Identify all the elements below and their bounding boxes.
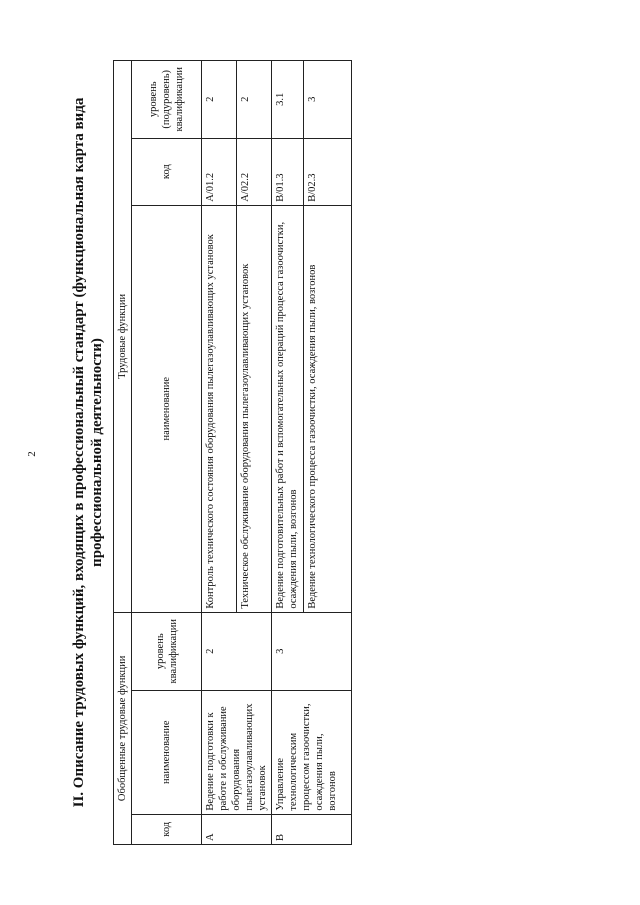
tf-code-column-header: код: [132, 138, 202, 205]
rotated-page-content: [70, 60, 560, 845]
tf-level-cell: 2: [237, 61, 272, 139]
gtf-level-cell: 2: [202, 612, 272, 690]
section-title-line-2: профессиональной деятельности): [89, 338, 105, 567]
tf-level-cell: 2: [202, 61, 237, 139]
section-title-line-1: II. Описание трудовых функций, входящих в профессиональный стандарт (функциональная карта вида: [71, 97, 87, 808]
tf-level-cell: 3.1: [272, 61, 304, 139]
tf-code-cell: В/02.3: [304, 138, 352, 205]
name-column-header: наименование: [132, 690, 202, 814]
gtf-code-cell: В: [272, 814, 352, 844]
page-number: 2: [26, 451, 38, 457]
tf-name-cell: Контроль технического состояния оборудования пылегазоулавливающих установок: [202, 205, 237, 612]
generalized-functions-header: Обобщенные трудовые функции: [114, 612, 132, 844]
gtf-name-cell: Ведение подготовки к работе и обслуживание оборудования пылегазоулавливающих установок: [202, 690, 272, 814]
tf-name-cell: Ведение подготовительных работ и вспомогательных операций процесса газоочистки, осаждения пыли, возгонов: [272, 205, 304, 612]
gtf-name-cell: Управление технологическим процессом газоочистки, осаждения пыли, возгонов: [272, 690, 352, 814]
tf-code-cell: В/01.3: [272, 138, 304, 205]
labor-functions-header: Трудовые функции: [114, 61, 132, 613]
gtf-code-cell: А: [202, 814, 272, 844]
table-row: [272, 61, 304, 845]
gtf-level-cell: 3: [272, 612, 352, 690]
level-column-header: уровень квалификации: [132, 612, 202, 690]
table-group-header-row: [114, 61, 132, 845]
table-row: [202, 61, 237, 845]
tf-level-cell: 3: [304, 61, 352, 139]
tf-code-cell: А/02.2: [237, 138, 272, 205]
tf-code-cell: А/01.2: [202, 138, 237, 205]
tf-name-cell: Ведение технологического процесса газоочистки, осаждения пыли, возгонов: [304, 205, 352, 612]
tf-level-column-header: уровень (подуровень) квалификации: [132, 61, 202, 139]
code-column-header: код: [132, 814, 202, 844]
tf-name-cell: Техническое обслуживание оборудования пылегазоулавливающих установок: [237, 205, 272, 612]
table-column-header-row: [132, 61, 202, 845]
functional-map-table: [113, 60, 352, 845]
section-title: [70, 60, 106, 845]
tf-name-column-header: наименование: [132, 205, 202, 612]
